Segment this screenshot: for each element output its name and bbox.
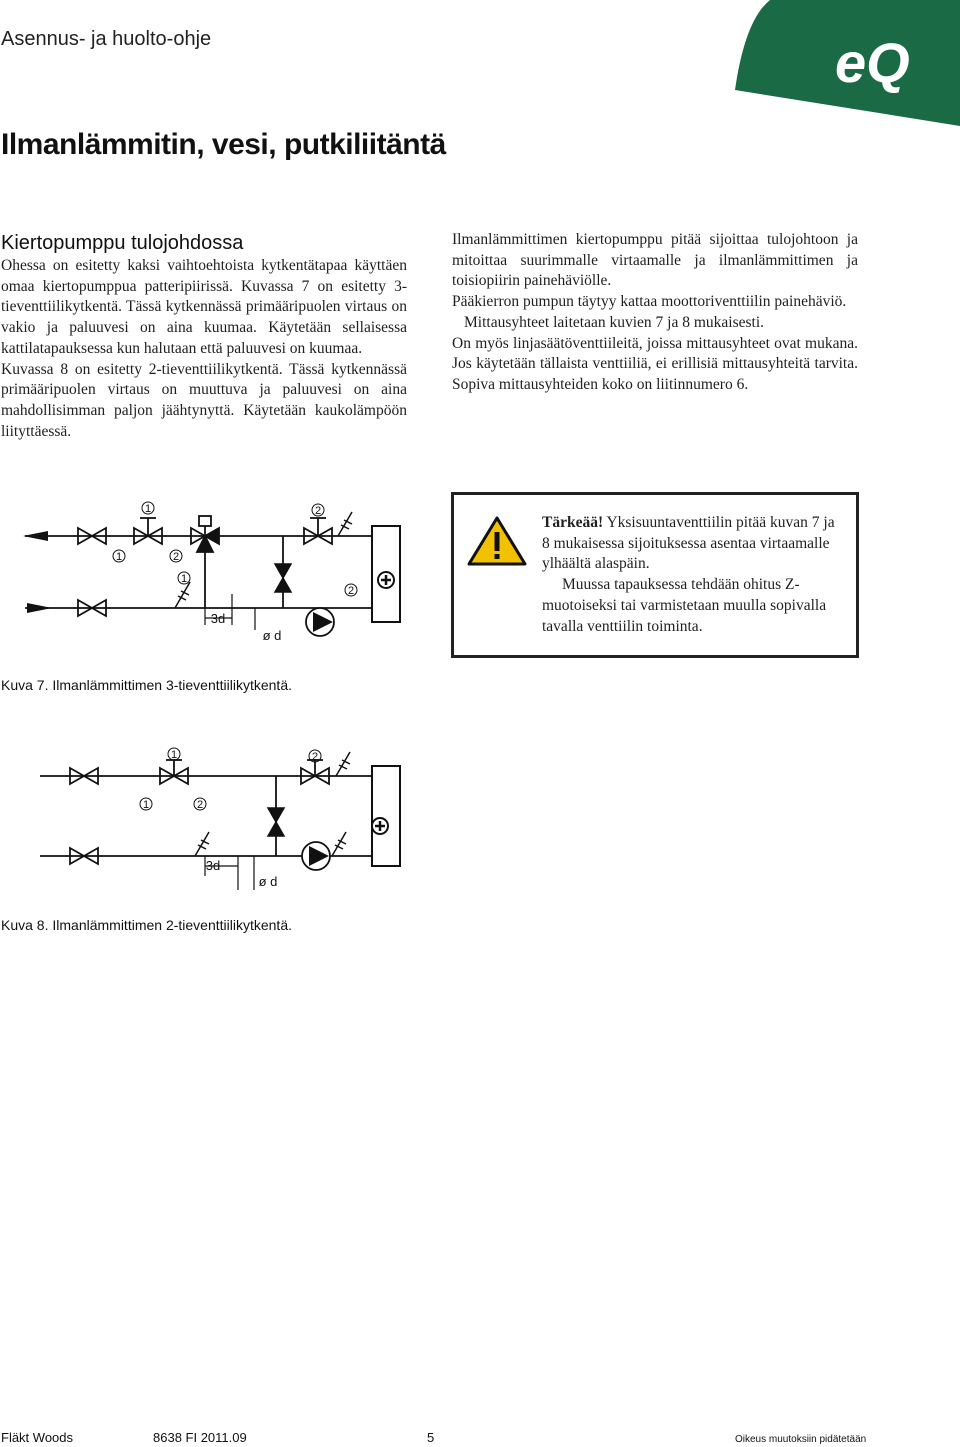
page-title: Ilmanlämmitin, vesi, putkiliitäntä xyxy=(1,128,446,161)
important-note-box xyxy=(451,492,859,658)
paragraph: Ohessa on esitetty kaksi vaihtoehtoista kytkentätapaa käyttäen omaa kiertopumppua patteripiirissä. Kuvassa 7 on esitetty 3-tieventtiilikytkentä. Tässä kytkennässä primääripuolen virtaus on vakio ja paluuvesi on aina kuumaa. Käytetään sellaisessa kattilatapauksessa kun halutaan että paluuvesi on kuumaa. xyxy=(1,257,407,357)
label-2: 2 xyxy=(347,585,355,597)
paragraph: On myös linjasäätöventtiileitä, joissa mittausyhteet ovat mukana. Jos käytetään tällaista venttiiliä, ei erillisiä mittausyhteitä tarvita. Sopiva mittausyhteiden koko on liitinnumero 6. xyxy=(452,334,858,393)
label-1: 1 xyxy=(170,749,178,761)
circulation-pump xyxy=(306,608,334,636)
warning-triangle-icon xyxy=(466,515,528,567)
heater-plus-icon xyxy=(378,572,394,588)
label-1: 1 xyxy=(144,503,152,515)
eq-logo xyxy=(735,0,960,128)
paragraph: Ilmanlämmittimen kiertopumppu pitää sijoittaa tulojohtoon ja mitoittaa suurimmalle virtaamalle ja ilmanlämmittimen ja toisiopiirin painehäviölle. xyxy=(452,231,858,290)
circulation-pump xyxy=(302,842,330,870)
measurement-fitting xyxy=(338,512,352,536)
measurement-fitting xyxy=(175,582,190,608)
label-1: 1 xyxy=(115,551,123,563)
eq-logo-text: eQ xyxy=(835,31,910,94)
balancing-valve xyxy=(301,760,329,784)
label-3d: 3d xyxy=(210,611,226,626)
check-valve xyxy=(275,564,291,592)
paragraph: Mittausyhteet laitetaan kuvien 7 ja 8 mukaisesti. xyxy=(464,313,765,331)
figure8-caption: Kuva 8. Ilmanlämmittimen 2-tieventtiilikytkentä. xyxy=(1,917,292,933)
paragraph: Kuvassa 8 on esitetty 2-tieventtiilikytkentä. Tässä kytkennässä primääripuolen virtaus on muuttuva ja paluuvesi on aina mahdollisimman paljon jäähtynyttä. Käytetään kaukolämpöön liityttäessä. xyxy=(1,360,407,440)
document-header-title: Asennus- ja huolto-ohje xyxy=(1,28,212,50)
label-2: 2 xyxy=(314,505,322,517)
note-body-2: Muussa tapauksessa tehdään ohitus Z-muotoiseksi tai varmistetaan muulla sopivalla tavalla venttiilin toiminta. xyxy=(542,576,827,635)
flow-arrow-left xyxy=(23,531,48,541)
label-2: 2 xyxy=(196,799,204,811)
footer-rights: Oikeus muutoksiin pidätetään xyxy=(735,1434,867,1445)
check-valve xyxy=(268,808,284,836)
measurement-fitting xyxy=(195,832,209,856)
balancing-valve xyxy=(160,760,188,784)
figure7-caption: Kuva 7. Ilmanlämmittimen 3-tieventtiilikytkentä. xyxy=(1,677,292,693)
measurement-fitting xyxy=(336,752,350,776)
note-text xyxy=(542,513,842,637)
paragraph: Pääkierron pumpun täytyy kattaa moottoriventtiilin painehäviö. xyxy=(452,293,847,311)
balancing-valve xyxy=(134,518,162,544)
right-text-column xyxy=(452,230,858,396)
footer-company: Fläkt Woods xyxy=(1,1430,74,1445)
footer-doc-number: 8638 FI 2011.09 xyxy=(153,1430,247,1445)
figure8-piping-diagram xyxy=(0,740,420,895)
figure7-piping-diagram xyxy=(0,490,420,660)
label-1: 1 xyxy=(180,573,188,585)
section-subheading: Kiertopumppu tulojohdossa xyxy=(1,232,244,254)
label-od: ø d xyxy=(262,628,282,643)
note-label: Tärkeää! xyxy=(542,514,604,531)
three-way-valve xyxy=(191,516,219,552)
label-2: 2 xyxy=(172,551,180,563)
label-od: ø d xyxy=(258,874,278,889)
label-2: 2 xyxy=(311,751,319,763)
label-3d: 3d xyxy=(205,858,221,873)
footer-page-number: 5 xyxy=(427,1430,435,1445)
heater-plus-icon xyxy=(372,818,388,834)
left-text-column xyxy=(1,230,407,442)
flow-arrow-right xyxy=(27,603,52,613)
label-1: 1 xyxy=(142,799,150,811)
measurement-fitting xyxy=(332,832,346,856)
balancing-valve xyxy=(304,518,332,544)
note-body: Yksisuuntaventtiilin pitää kuvan 7 ja 8 mukaisessa sijoituksessa asentaa virtaamalle ylhäältä alaspäin. xyxy=(542,514,835,573)
